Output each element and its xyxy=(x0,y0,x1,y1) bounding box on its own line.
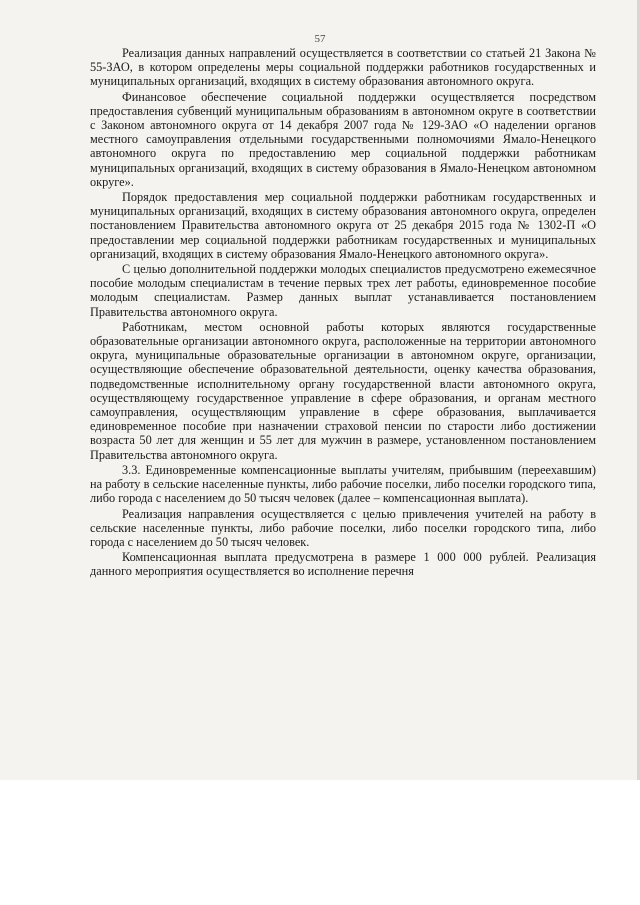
page-number: 57 xyxy=(314,33,326,45)
document-body xyxy=(90,46,596,580)
paragraph-compensation-amount: Компенсационная выплата предусмотрена в размере 1 000 000 рублей. Реализация данного мероприятия осуществляется во исполнение перечня xyxy=(90,550,596,579)
paragraph-financing: Финансовое обеспечение социальной поддержки осуществляется посредством предоставления субвенций муниципальным образованиям в автономном округе в соответствии с Законом автономного округа от 14 декабря 2007 года № 129-ЗАО «О наделении органов местного самоуправления отдельными государственными полномочиями Ямало-Ненецкого автономного округа по предоставлению мер социальной поддержки работникам муниципальных организаций, входящих в систему образования в Ямало-Ненецком автономном округе». xyxy=(90,89,596,189)
paragraph-procedure: Порядок предоставления мер социальной поддержки работникам государственных и муниципальных организаций, входящих в систему образования автономного округа, определен постановлением Правительства автономного округа от 25 декабря 2015 года № 1302-П «О предоставлении мер социальной поддержки работникам государственных и муниципальных организаций, входящих в систему образования Ямало-Ненецкого автономного округа». xyxy=(90,190,596,261)
paragraph-legal-basis: Реализация данных направлений осуществляется в соответствии со статьей 21 Закона № 55-ЗАО, в котором определены меры социальной поддержки работников государственных и муниципальных организаций, входящих в систему образования автономного округа. xyxy=(90,46,596,89)
paragraph-pension-allowance: Работникам, местом основной работы которых являются государственные образовательные организации автономного округа, расположенные на территории автономного округа, муниципальные образовательные организации в автономном округе, организации, осуществляющие обеспечение образовательной деятельности, оценку качества образования, подведомственные исполнительному органу государственной власти автономного округа, осуществляющему государственное управление в сфере образования, и органам местного самоуправления, осуществляющим управление в сфере образования, выплачивается единовременное пособие при назначении страховой пенсии по старости либо достижении возраста 50 лет для женщин и 55 лет для мужчин в размере, установленном постановлением Правительства автономного округа. xyxy=(90,319,596,462)
paragraph-direction-purpose: Реализация направления осуществляется с целью привлечения учителей на работу в сельские населенные пункты, либо рабочие поселки, либо поселки городского типа, либо города с населением до 50 тысяч человек. xyxy=(90,506,596,549)
paragraph-section-3-3: 3.3. Единовременные компенсационные выплаты учителям, прибывшим (переехавшим) на работу в сельские населенные пункты, либо рабочие поселки, либо поселки городского типа, либо города с населением до 50 тысяч человек (далее – компенсационная выплата). xyxy=(90,462,596,506)
paragraph-young-specialists: С целью дополнительной поддержки молодых специалистов предусмотрено ежемесячное пособие молодым специалистам в течение первых трех лет работы, единовременное пособие молодым специалистам. Размер данных выплат устанавливается постановлением Правительства автономного округа. xyxy=(90,262,596,319)
